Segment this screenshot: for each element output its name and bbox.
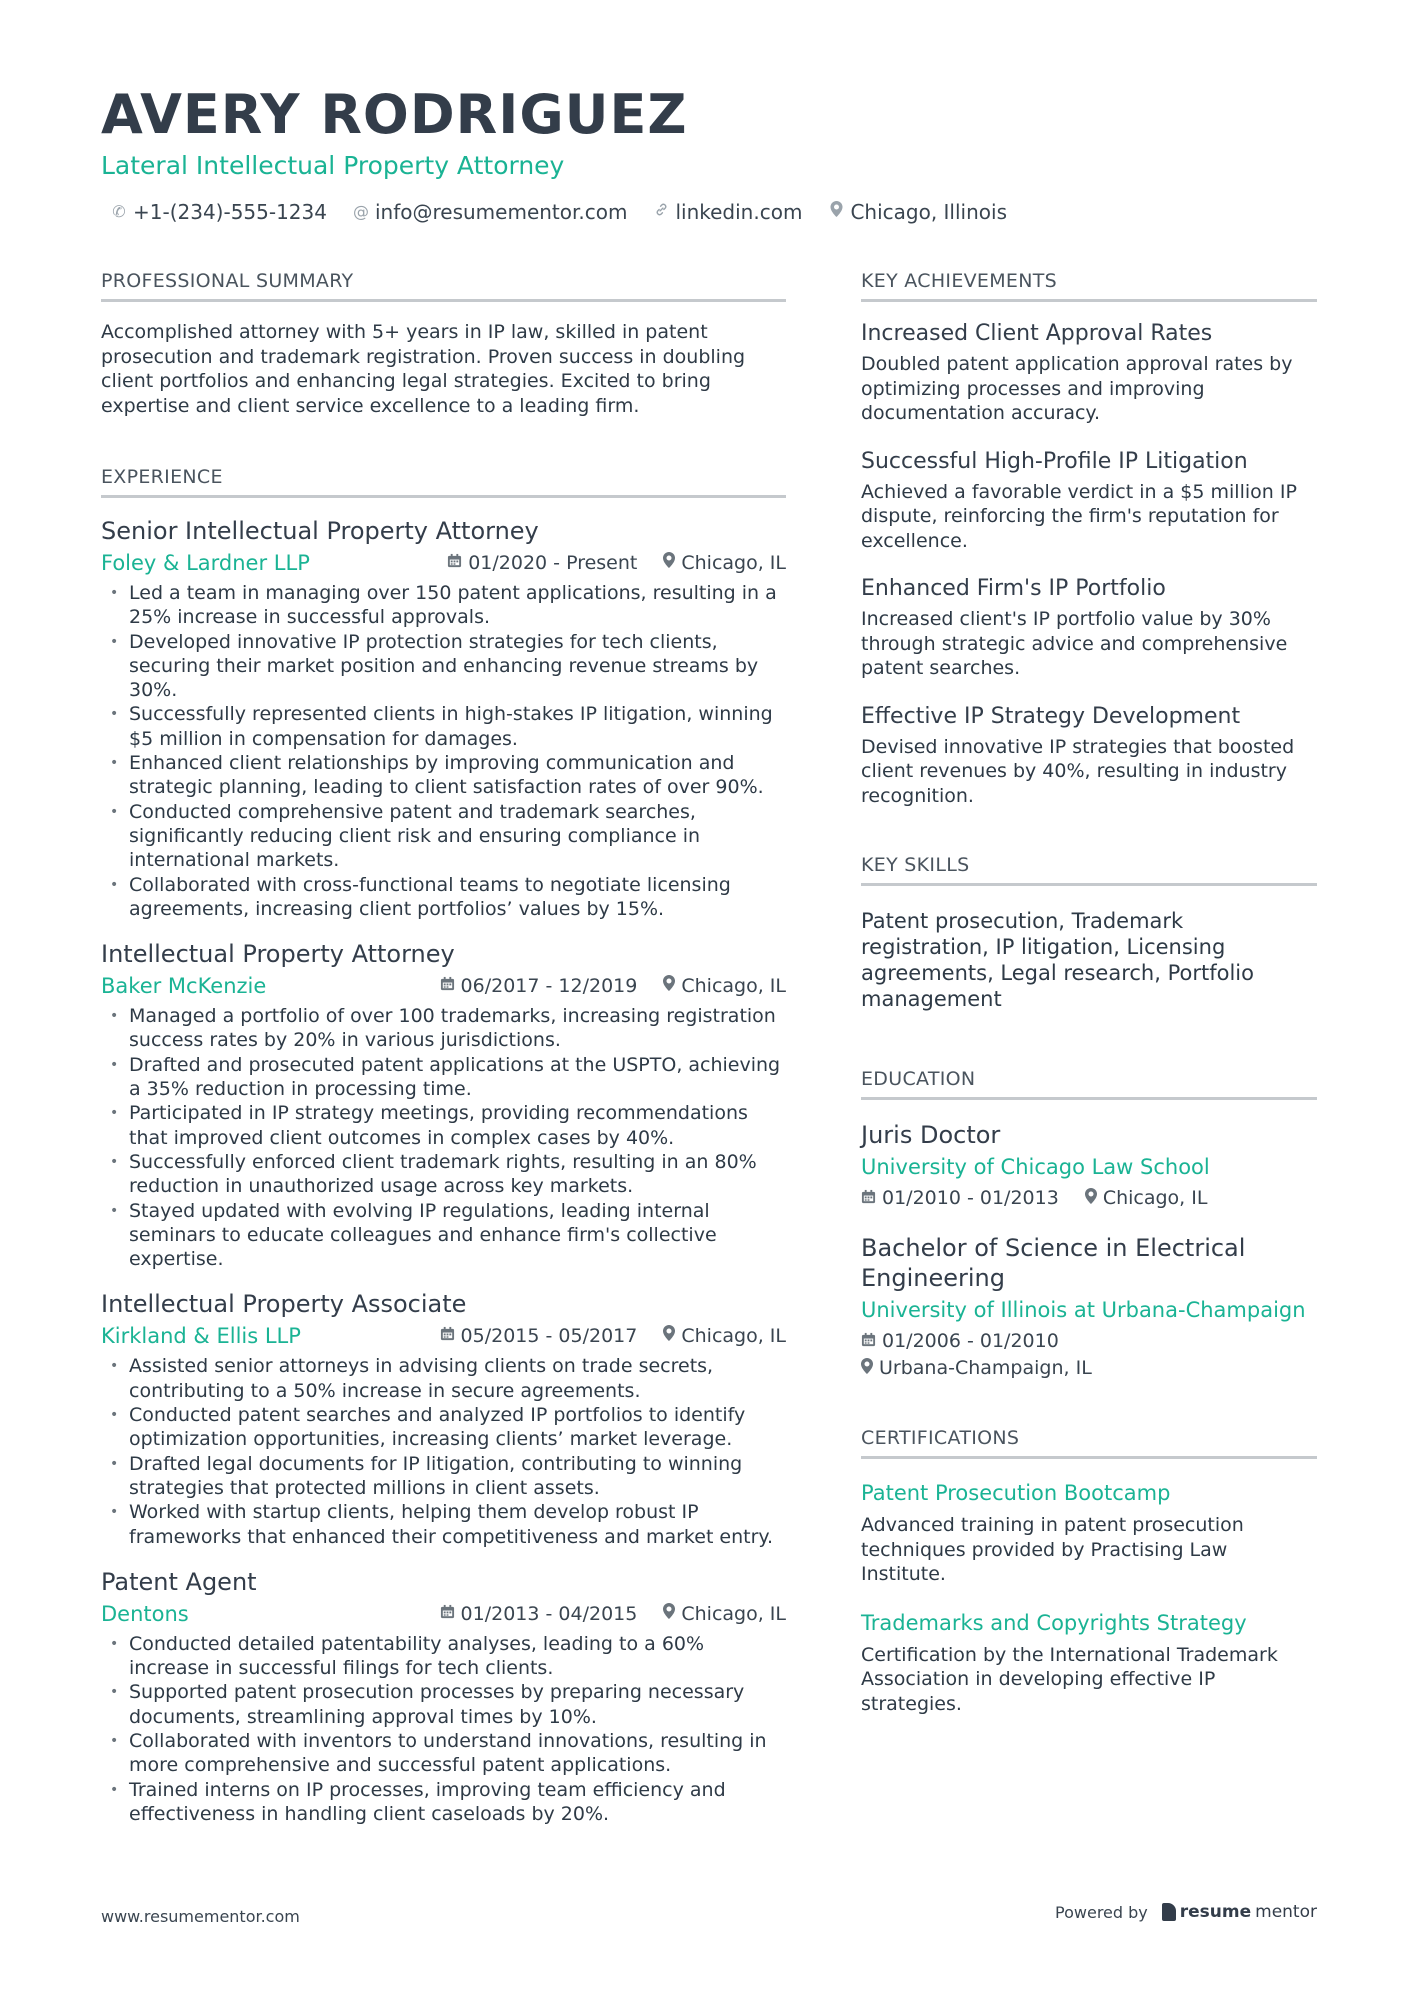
section-heading: EXPERIENCE [101, 464, 786, 498]
calendar-icon [440, 973, 455, 999]
job-location [663, 1601, 786, 1627]
job-bullets [101, 1632, 786, 1826]
achievement-item [861, 703, 1317, 809]
cert-desc: Advanced training in patent prosecution techniques provided by Practising Law Institute. [861, 1514, 1244, 1585]
edu-degree: Bachelor of Science in Electrical Engineering [861, 1234, 1246, 1292]
section-heading: KEY SKILLS [861, 852, 1317, 886]
job-location-text: Chicago, IL [681, 1602, 786, 1625]
footer-powered-by [1055, 1902, 1317, 1922]
achievement-title: Effective IP Strategy Development [861, 703, 1241, 729]
location-icon [1085, 1186, 1097, 1211]
link-icon [653, 198, 669, 226]
experience-section [101, 464, 786, 1826]
job-location-text: Chicago, IL [681, 975, 786, 998]
achievement-desc: Achieved a favorable verdict in a $5 million IP dispute, reinforcing the firm's reputation for excellence. [861, 480, 1297, 552]
linkedin-text: linkedin.com [675, 200, 803, 224]
phone-icon: ✆ [112, 202, 126, 221]
bullet-item: • Managed a portfolio of over 100 trademarks, increasing registration success rates by 20% in various jurisdictions. [101, 1004, 786, 1053]
job-title: Intellectual Property Associate [101, 1290, 467, 1319]
edu-location [861, 1356, 1317, 1381]
achievement-desc: Doubled patent application approval rates by optimizing processes and improving documentation accuracy. [861, 353, 1293, 424]
bullet-item: • Drafted and prosecuted patent applications at the USPTO, achieving a 35% reduction in processing time. [101, 1053, 786, 1102]
job-meta-row [101, 973, 786, 999]
job-dates-text: 01/2013 - 04/2015 [460, 1602, 638, 1625]
brand-name-bold: resume [1179, 1902, 1252, 1922]
resume-header [101, 84, 1321, 226]
job-meta-row [101, 1601, 786, 1627]
job-title: Intellectual Property Attorney [101, 940, 455, 969]
job-entry [101, 516, 786, 921]
certifications-section [861, 1425, 1317, 1716]
achievement-item [861, 448, 1317, 554]
contact-linkedin[interactable] [653, 198, 802, 226]
summary-section [101, 268, 786, 418]
job-dates-text: 06/2017 - 12/2019 [460, 975, 638, 998]
section-heading: EDUCATION [861, 1066, 1317, 1100]
bullet-item: • Stayed updated with evolving IP regulations, leading internal seminars to educate colleagues and enhance firm's collective expertise. [101, 1199, 786, 1272]
job-title: Patent Agent [101, 1567, 257, 1596]
bullet-item: • Conducted comprehensive patent and trademark searches, significantly reducing client risk and ensuring compliance in international markets. [101, 800, 786, 873]
job-dates [447, 550, 637, 576]
job-location [663, 973, 786, 999]
job-location-text: Chicago, IL [681, 552, 786, 574]
bullet-item: • Supported patent prosecution processes by preparing necessary documents, streamlining approval times by 10%. [101, 1680, 786, 1729]
achievement-item [861, 320, 1317, 426]
edu-dates-text: 01/2010 - 01/2013 [882, 1187, 1059, 1209]
certification-item [861, 1609, 1317, 1717]
bullet-item: • Successfully represented clients in high-stakes IP litigation, winning $5 million in compensation for damages. [101, 702, 786, 751]
job-dates-text: 01/2020 - Present [468, 552, 638, 574]
bullet-item: • Developed innovative IP protection strategies for tech clients, securing their market position and enhancing revenue streams by 30%. [101, 630, 786, 703]
skills-text: Patent prosecution, Trademark registration, IP litigation, Licensing agreements, Legal research, Portfolio management [861, 909, 1254, 1011]
bullet-item: • Enhanced client relationships by improving communication and strategic planning, leading to client satisfaction rates of over 90%. [101, 751, 786, 800]
edu-school: University of Chicago Law School [861, 1155, 1210, 1179]
calendar-icon [440, 1601, 455, 1627]
cert-title: Trademarks and Copyrights Strategy [861, 1610, 1247, 1635]
location-icon [861, 1356, 873, 1381]
footer-website[interactable]: www.resumementor.com [101, 1907, 300, 1926]
right-column [861, 268, 1317, 1716]
edu-dates [861, 1186, 1059, 1211]
company-name: Baker McKenzie [101, 974, 267, 999]
job-location [663, 550, 786, 576]
section-heading: CERTIFICATIONS [861, 1425, 1317, 1459]
calendar-icon [861, 1329, 876, 1354]
left-column [101, 268, 786, 1826]
job-location-text: Chicago, IL [681, 1325, 786, 1348]
contact-email[interactable] [353, 198, 627, 226]
edu-location-text: Chicago, IL [1102, 1187, 1208, 1209]
cert-desc: Certification by the International Trademark Association in developing effective IP strategies. [861, 1643, 1278, 1715]
job-meta-row [101, 1323, 786, 1349]
achievement-title: Increased Client Approval Rates [861, 321, 1213, 346]
bullet-item: • Collaborated with cross-functional teams to negotiate licensing agreements, increasing client portfolios’ values by 15%. [101, 873, 786, 922]
brand-name-light: mentor [1255, 1902, 1317, 1922]
email-text: info@resumementor.com [374, 200, 628, 224]
location-icon [663, 1601, 675, 1627]
job-entry [101, 1289, 786, 1548]
edu-location [1085, 1186, 1208, 1211]
job-bullets [101, 1004, 786, 1271]
bullet-item: • Conducted detailed patentability analyses, leading to a 60% increase in successful filings for tech clients. [101, 1632, 786, 1681]
bullet-item: • Conducted patent searches and analyzed IP portfolios to identify optimization opportunities, increasing clients’ market leverage. [101, 1403, 786, 1452]
job-entry [101, 1567, 786, 1826]
job-location [663, 1323, 786, 1349]
location-icon [663, 973, 675, 999]
job-bullets [101, 1354, 786, 1548]
location-icon [828, 198, 844, 226]
job-meta-row [101, 550, 786, 576]
edu-dates-text: 01/2006 - 01/2010 [882, 1330, 1059, 1352]
calendar-icon [440, 1323, 455, 1349]
location-icon [663, 1323, 675, 1349]
job-title: Senior Intellectual Property Attorney [101, 517, 539, 545]
edu-dates [861, 1329, 1317, 1354]
cert-title: Patent Prosecution Bootcamp [861, 1481, 1171, 1505]
contact-location [828, 198, 1007, 226]
company-name: Foley & Lardner LLP [101, 551, 310, 575]
location-text: Chicago, Illinois [850, 200, 1007, 224]
education-item [861, 1233, 1317, 1381]
achievements-section [861, 268, 1317, 808]
bullet-item: • Assisted senior attorneys in advising clients on trade secrets, contributing to a 50% increase in secure agreements. [101, 1354, 786, 1403]
powered-by-label: Powered by [1055, 1902, 1148, 1922]
section-heading: KEY ACHIEVEMENTS [861, 268, 1317, 302]
education-item [861, 1120, 1317, 1211]
bullet-item: • Worked with startup clients, helping them develop robust IP frameworks that enhanced their competitiveness and market entry. [101, 1500, 786, 1549]
job-dates [440, 1601, 638, 1627]
edu-degree: Juris Doctor [861, 1121, 1001, 1149]
job-dates-text: 05/2015 - 05/2017 [460, 1325, 638, 1348]
achievement-desc: Increased client's IP portfolio value by 30% through strategic advice and comprehensive patent searches. [861, 608, 1288, 679]
at-icon: @ [352, 202, 369, 221]
achievement-title: Successful High-Profile IP Litigation [861, 448, 1248, 474]
location-icon [663, 550, 675, 576]
achievement-item [861, 575, 1317, 681]
bullet-item: • Participated in IP strategy meetings, providing recommendations that improved client outcomes in complex cases by 40%. [101, 1101, 786, 1150]
edu-location-text: Urbana-Champaign, IL [879, 1357, 1092, 1379]
bullet-item: • Successfully enforced client trademark rights, resulting in an 80% reduction in unauthorized usage across key markets. [101, 1150, 786, 1199]
achievement-desc: Devised innovative IP strategies that boosted client revenues by 40%, resulting in industry recognition. [861, 735, 1295, 807]
bullet-item: • Trained interns on IP processes, improving team efficiency and effectiveness in handling client caseloads by 20%. [101, 1778, 786, 1827]
job-bullets [101, 581, 786, 921]
achievement-title: Enhanced Firm's IP Portfolio [861, 576, 1166, 601]
summary-text: Accomplished attorney with 5+ years in IP law, skilled in patent prosecution and trademark registration. Proven success in doubling client portfolios and enhancing legal strategies. Excited to bring expertise and client service excellence to a leading firm. [101, 321, 746, 417]
bullet-item: • Collaborated with inventors to understand innovations, resulting in more comprehensive and successful patent applications. [101, 1729, 786, 1778]
job-entry [101, 939, 786, 1271]
company-name: Kirkland & Ellis LLP [101, 1324, 301, 1349]
education-section [861, 1066, 1317, 1381]
bullet-item: • Led a team in managing over 150 patent applications, resulting in a 25% increase in successful approvals. [101, 581, 786, 630]
contact-row [111, 198, 1321, 226]
skills-section [861, 852, 1317, 1012]
section-heading: PROFESSIONAL SUMMARY [101, 268, 786, 302]
candidate-name: AVERY RODRIGUEZ [101, 83, 688, 146]
brand-logo-icon [1162, 1903, 1176, 1921]
job-dates [440, 973, 638, 999]
phone-text: +1-(234)-555-1234 [133, 200, 327, 224]
bullet-item: • Drafted legal documents for IP litigation, contributing to winning strategies that protected millions in client assets. [101, 1452, 786, 1501]
edu-school: University of Illinois at Urbana-Champaign [861, 1298, 1306, 1322]
brand-logo[interactable] [1162, 1902, 1317, 1922]
candidate-title: Lateral Intellectual Property Attorney [101, 151, 565, 180]
edu-meta-row [861, 1184, 1317, 1211]
contact-phone [111, 198, 327, 226]
company-name: Dentons [101, 1601, 189, 1626]
calendar-icon [447, 550, 462, 576]
certification-item [861, 1479, 1317, 1587]
calendar-icon [861, 1186, 876, 1211]
job-dates [440, 1323, 638, 1349]
